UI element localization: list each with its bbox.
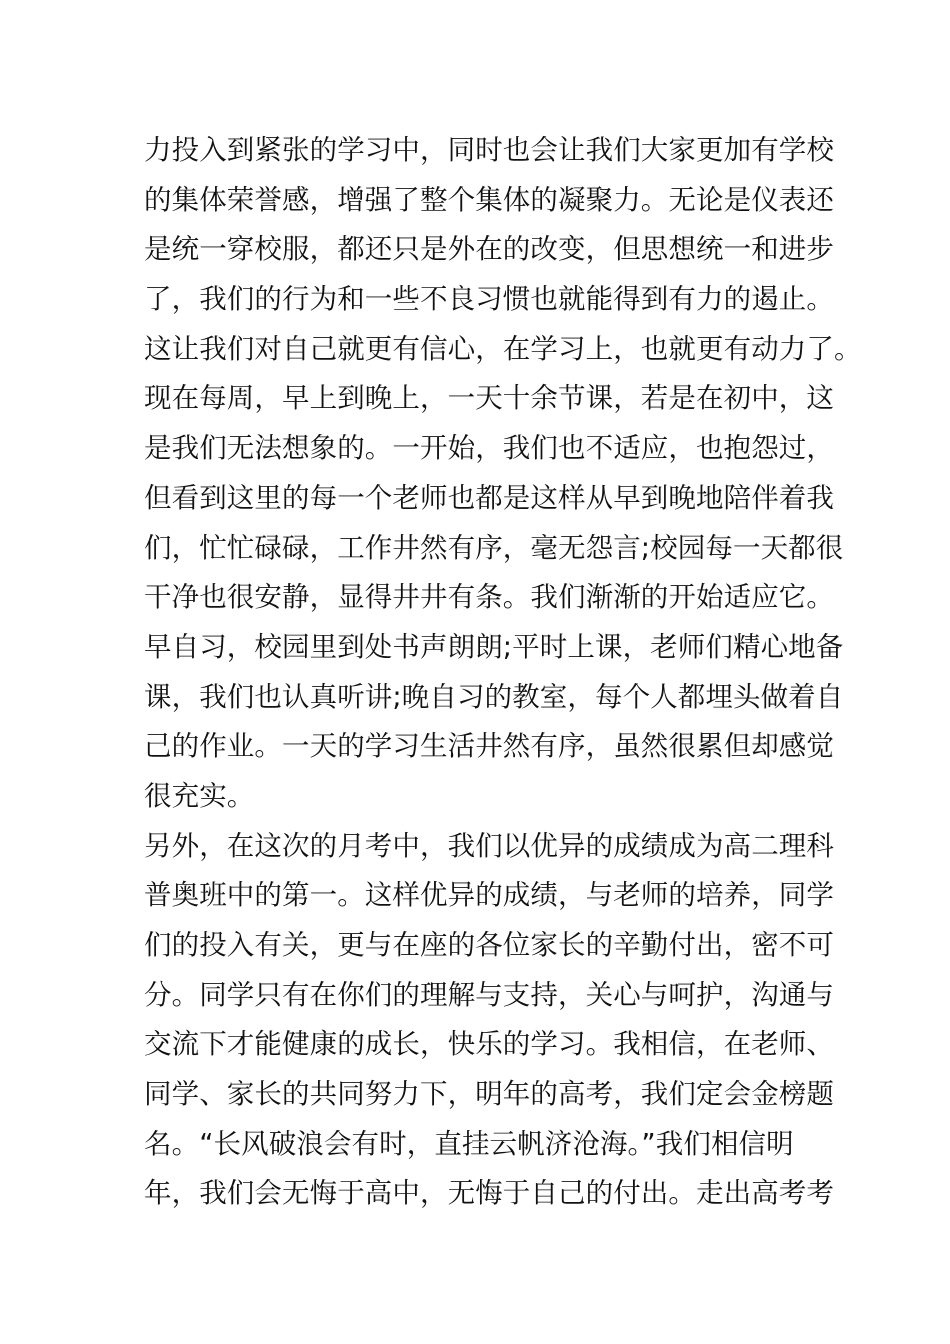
text-line: 普奥班中的第一。这样优异的成绩，与老师的培养，同学 (144, 879, 834, 912)
text-line: 同学、家长的共同努力下，明年的高考，我们定会金榜题 (144, 1078, 834, 1111)
text-line: 是我们无法想象的。一开始，我们也不适应，也抱怨过， (144, 432, 834, 465)
body-text (144, 126, 862, 1219)
text-line: 年，我们会无悔于高中，无悔于自己的付出。走出高考考 (144, 1177, 834, 1210)
text-line: 另外，在这次的月考中，我们以优异的成绩成为高二理科 (144, 829, 834, 862)
text-line: 己的作业。一天的学习生活井然有序，虽然很累但却感觉 (144, 730, 834, 763)
text-line: 现在每周，早上到晚上，一天十余节课，若是在初中，这 (144, 382, 834, 415)
text-line: 很充实。 (144, 779, 255, 812)
text-line: 了，我们的行为和一些不良习惯也就能得到有力的遏止。 (144, 283, 834, 316)
text-line: 但看到这里的每一个老师也都是这样从早到晚地陪伴着我 (144, 481, 834, 514)
text-line: 是统一穿校服，都还只是外在的改变，但思想统一和进步 (144, 233, 834, 266)
text-line: 的集体荣誉感，增强了整个集体的凝聚力。无论是仪表还 (144, 183, 834, 216)
text-line: 们的投入有关，更与在座的各位家长的辛勤付出，密不可 (144, 929, 834, 961)
text-line: 课，我们也认真听讲;晚自习的教室，每个人都埋头做着自 (144, 680, 844, 713)
text-line: 干净也很安静，显得井井有条。我们渐渐的开始适应它。 (144, 581, 834, 614)
text-line: 早自习，校园里到处书声朗朗;平时上课，老师们精心地备 (144, 630, 844, 663)
text-line: 力投入到紧张的学习中，同时也会让我们大家更加有学校 (144, 134, 834, 166)
text-line: 名。“长风破浪会有时，直挂云帆济沧海。”我们相信明 (144, 1127, 794, 1160)
text-line: 交流下才能健康的成长，快乐的学习。我相信，在老师、 (144, 1028, 834, 1061)
text-line: 们，忙忙碌碌，工作井然有序，毫无怨言;校园每一天都很 (144, 531, 844, 564)
text-line: 分。同学只有在你们的理解与支持，关心与呵护，沟通与 (144, 978, 834, 1011)
text-line: 这让我们对自己就更有信心，在学习上，也就更有动力了。 (144, 332, 862, 365)
